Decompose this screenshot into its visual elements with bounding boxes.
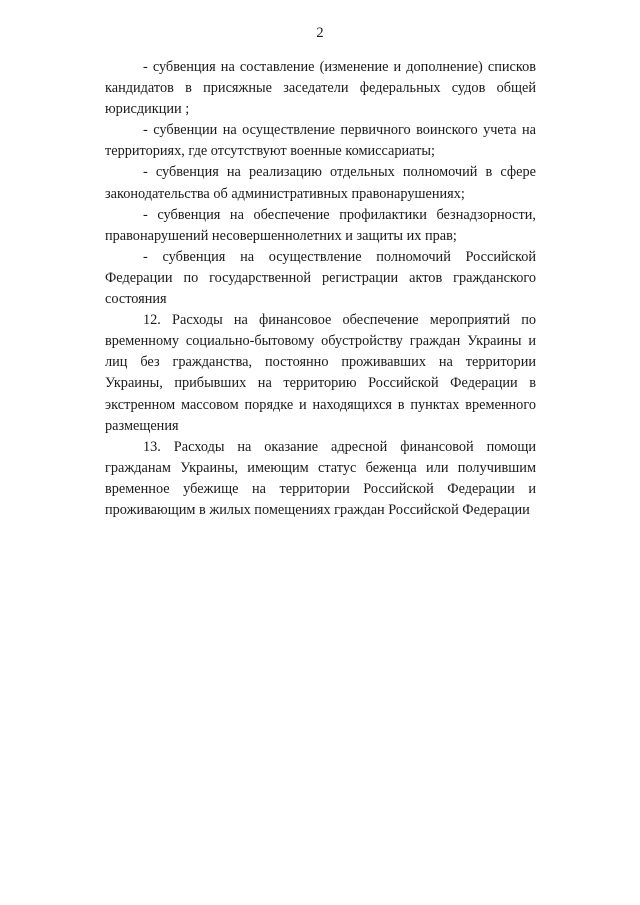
paragraph-subvention-military-registration: - субвенции на осуществление первичного воинского учета на территориях, где отсутствуют военные комиссариаты; <box>105 122 536 160</box>
paragraph-subvention-civil-status-registration: - субвенция на осуществление полномочий Российской Федерации по государственной регистрации актов гражданского состояния <box>105 248 536 308</box>
page-number: 2 <box>316 25 324 41</box>
paragraph-subvention-neglect-prevention: - субвенция на обеспечение профилактики безнадзорности, правонарушений несовершеннолетних и защиты их прав; <box>105 206 536 244</box>
paragraph-item-13-targeted-financial-aid: 13. Расходы на оказание адресной финансовой помощи гражданам Украины, имеющим статус беженца или получившим временное убежище на территории Российской Федерации и проживающим в жилых помещениях граждан Российской Федерации <box>105 438 536 518</box>
paragraph-subvention-jury-lists: - субвенция на составление (изменение и дополнение) списков кандидатов в присяжные заседатели федеральных судов общей юрисдикции ; <box>105 59 536 118</box>
paragraph-subvention-administrative-offences: - субвенция на реализацию отдельных полномочий в сфере законодательства об административных правонарушениях; <box>105 164 536 202</box>
document-body <box>105 57 536 521</box>
paragraph-item-12-temporary-accommodation: 12. Расходы на финансовое обеспечение мероприятий по временному социально-бытовому обустройству граждан Украины и лиц без гражданства, постоянно проживавших на территории Украины, прибывших на территорию Российской Федерации в экстренном массовом порядке и находящихся в пунктах временного размещения <box>105 312 536 434</box>
